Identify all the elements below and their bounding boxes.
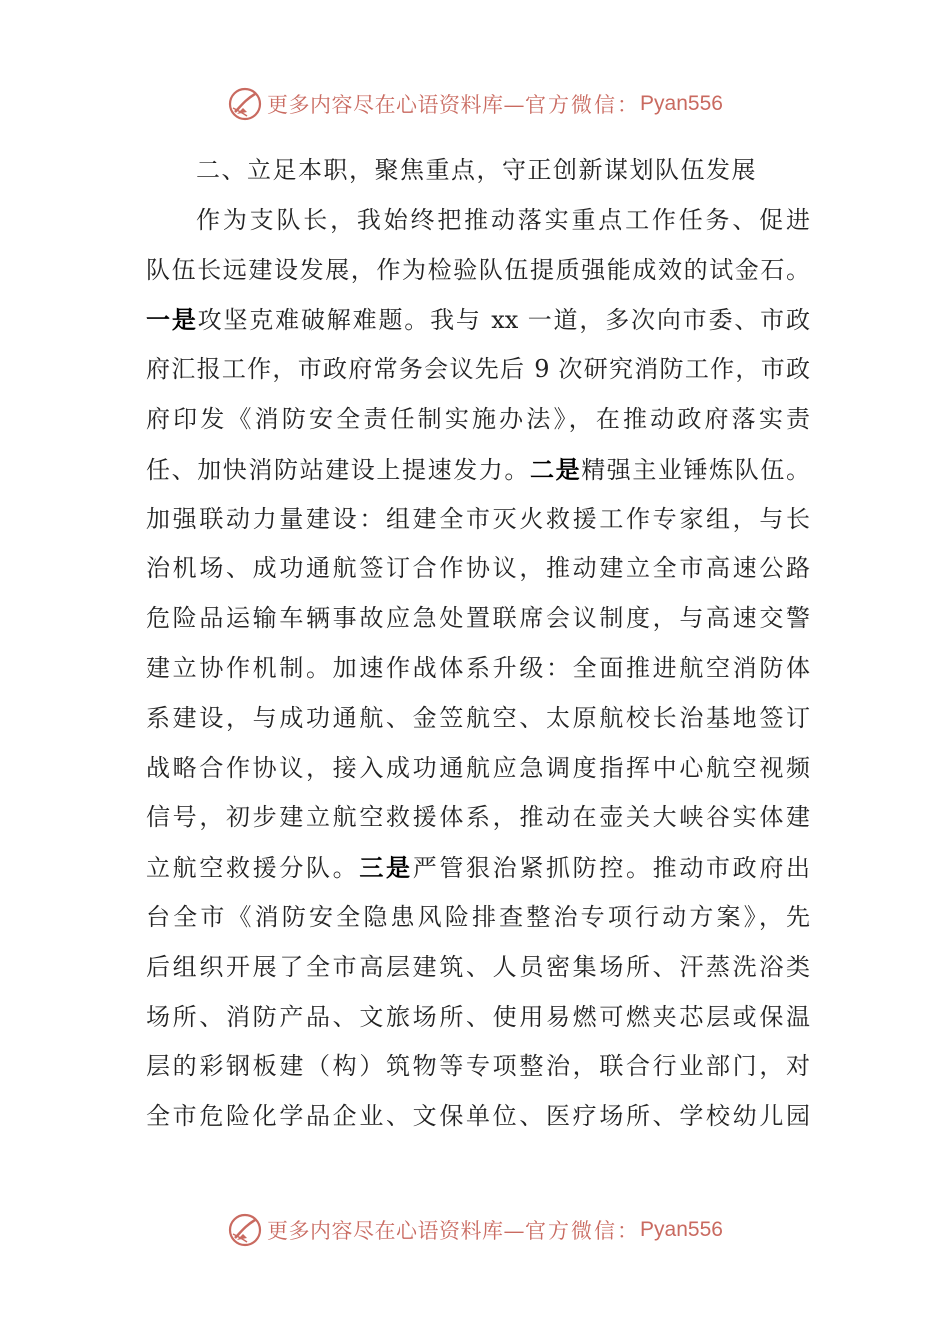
banner-wechat-id: Pyan556	[640, 1218, 723, 1241]
text-line: 场所、消防产品、文旅场所、使用易燃可燃夹芯层或保温	[146, 1002, 810, 1031]
text-line: 一是攻坚克难破解难题。我与 xx 一道，多次向市委、市政	[146, 305, 810, 335]
document-body	[146, 146, 810, 1142]
banner-wechat-id: Pyan556	[640, 92, 723, 115]
bold-lead: 三是	[359, 853, 413, 883]
text-line: 台全市《消防安全隐患风险排查整治专项行动方案》，先	[146, 902, 810, 931]
pen-nib-logo-icon	[227, 86, 263, 122]
text-line: 层的彩钢板建（构）筑物等专项整治，联合行业部门，对	[146, 1052, 810, 1081]
text-line: 队伍长远建设发展，作为检验队伍提质强能成效的试金石。	[146, 255, 810, 284]
text-line: 系建设，与成功通航、金笠航空、太原航校长治基地签订	[146, 703, 810, 732]
text-line: 任、加快消防站建设上提速发力。二是精强主业锤炼队伍。	[146, 454, 810, 484]
text-line: 战略合作协议，接入成功通航应急调度指挥中心航空视频	[146, 753, 810, 782]
text-line: 全市危险化学品企业、文保单位、医疗场所、学校幼儿园	[146, 1102, 810, 1131]
text-line: 加强联动力量建设：组建全市灭火救援工作专家组，与长	[146, 504, 810, 533]
section-heading: 二、立足本职，聚焦重点，守正创新谋划队伍发展	[196, 156, 757, 184]
text-line: 危险品运输车辆事故应急处置联席会议制度，与高速交警	[146, 604, 810, 633]
bold-lead: 二是	[530, 454, 582, 484]
banner-text: 更多内容尽在心语资料库—	[267, 1219, 526, 1243]
banner-wechat-label: 官方微信：	[525, 93, 641, 117]
text-line: 建立协作机制。加速作战体系升级：全面推进航空消防体	[146, 653, 810, 682]
text-line: 治机场、成功通航签订合作协议，推动建立全市高速公路	[146, 554, 810, 583]
text-line: 府印发《消防安全责任制实施办法》，在推动政府落实责	[146, 404, 810, 433]
header-banner	[0, 82, 950, 126]
text-line: 信号，初步建立航空救援体系，推动在壶关大峡谷实体建	[146, 803, 810, 832]
paragraph	[146, 196, 810, 1142]
text-line: 后组织开展了全市高层建筑、人员密集场所、汗蒸洗浴类	[146, 952, 810, 981]
text-line: 府汇报工作，市政府常务会议先后 9 次研究消防工作，市政	[146, 355, 810, 384]
banner-text: 更多内容尽在心语资料库—	[267, 93, 526, 117]
text-line: 立航空救援分队。三是严管狠治紧抓防控。推动市政府出	[146, 853, 810, 883]
footer-banner	[0, 1208, 950, 1252]
pen-nib-logo-icon	[227, 1212, 263, 1248]
banner-wechat-label: 官方微信：	[525, 1219, 641, 1243]
text-line: 作为支队长，我始终把推动落实重点工作任务、促进	[196, 205, 810, 234]
bold-lead: 一是	[146, 305, 198, 335]
